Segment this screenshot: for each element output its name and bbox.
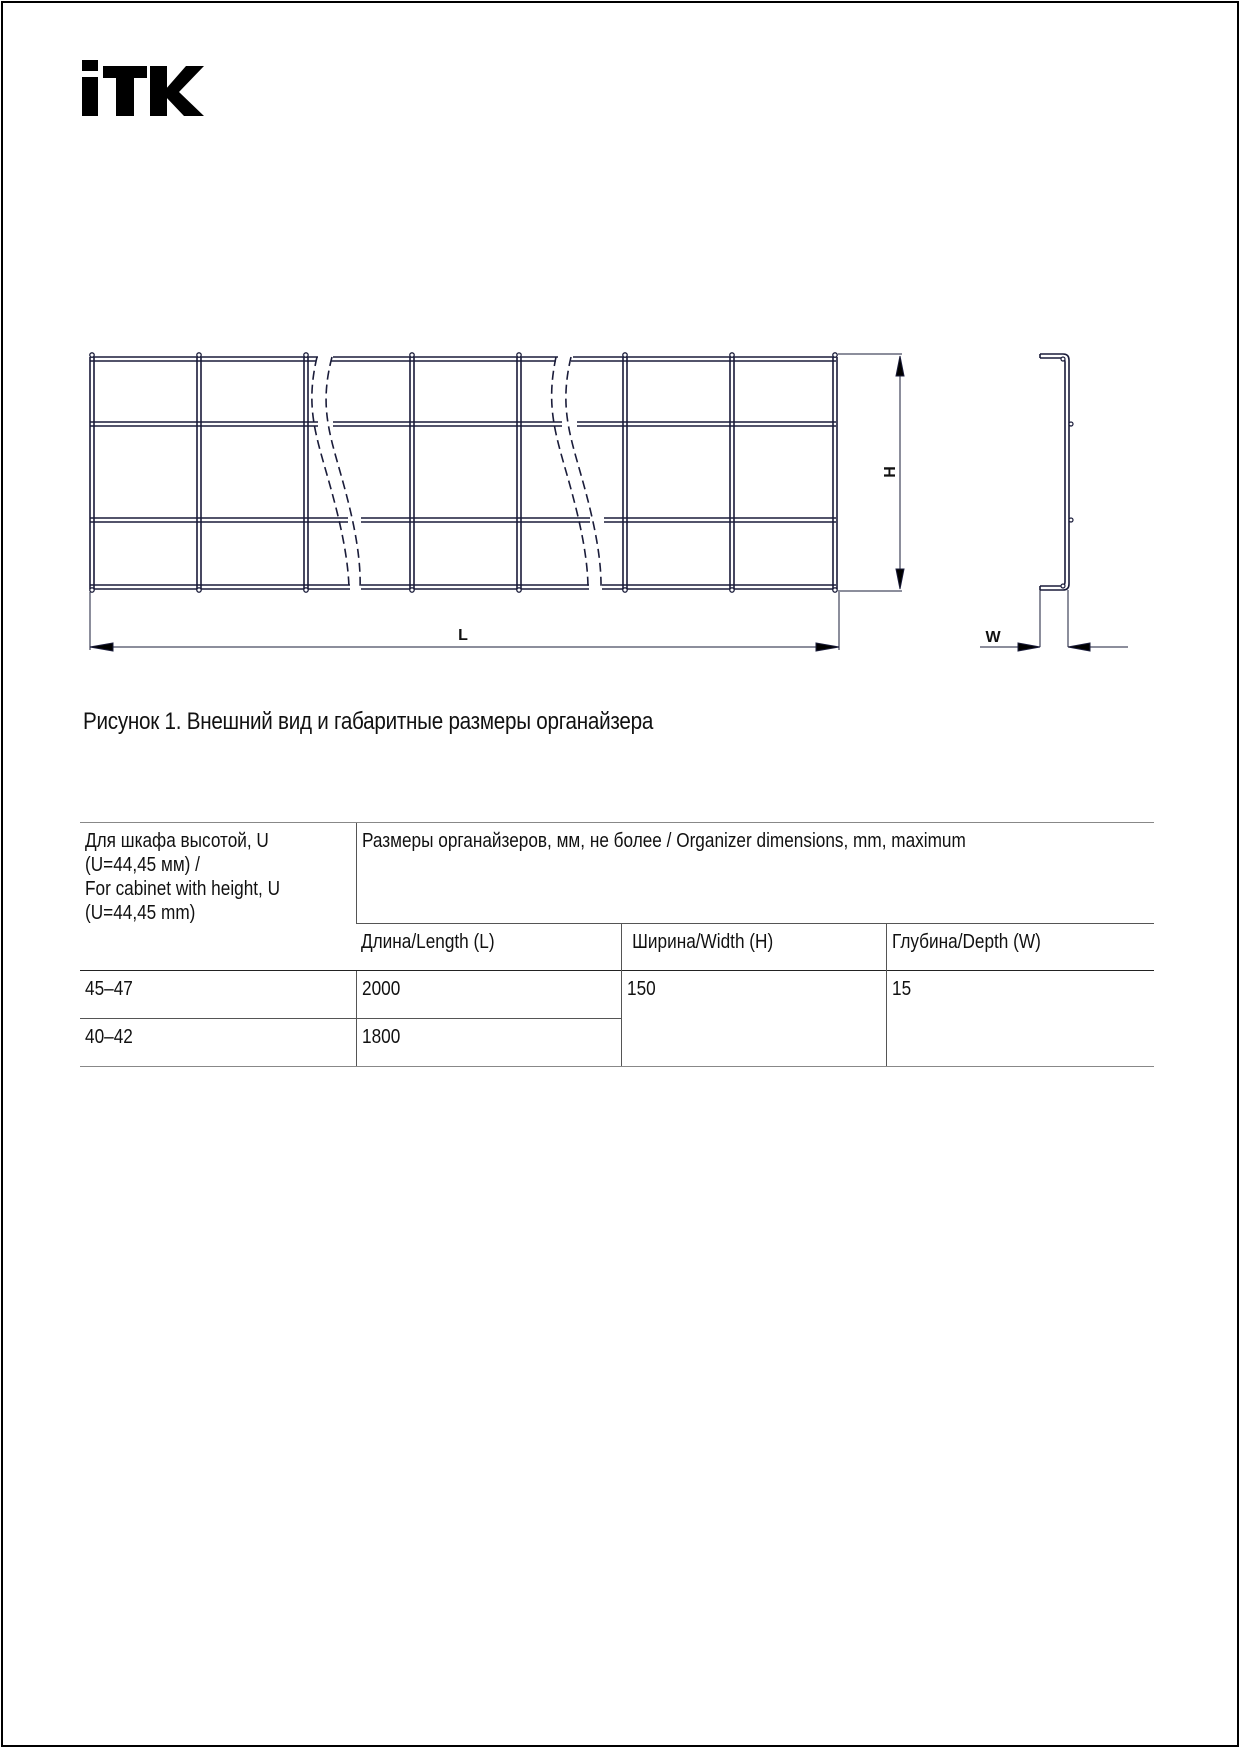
cell-length: 1800 <box>356 1019 621 1067</box>
cell-cabinet: 40–42 <box>80 1019 356 1067</box>
table-row <box>80 971 1154 1019</box>
side-view <box>1040 354 1073 590</box>
header-cabinet-height <box>80 823 356 971</box>
header-cabinet-line-3: For cabinet with height, U <box>85 878 281 900</box>
figure-caption: Рисунок 1. Внешний вид и габаритные размеры органайзера <box>83 708 654 735</box>
itk-logo <box>82 60 204 116</box>
header-length: Длина/Length (L) <box>356 924 621 971</box>
header-width: Ширина/Width (H) <box>621 924 886 971</box>
header-cabinet-line-2: (U=44,45 мм) / <box>85 854 200 876</box>
table-header-row <box>80 823 1154 924</box>
cell-width: 150 <box>621 971 886 1067</box>
cell-cabinet: 45–47 <box>80 971 356 1019</box>
organizer-drawing <box>0 330 1244 670</box>
header-cabinet-line-1: Для шкафа высотой, U <box>85 830 269 852</box>
dimensions-table <box>80 822 1154 1067</box>
depth-label: W <box>985 629 1001 646</box>
length-label: L <box>458 627 468 644</box>
header-depth: Глубина/Depth (W) <box>886 924 1154 971</box>
cell-length: 2000 <box>356 971 621 1019</box>
header-dimensions-group: Размеры органайзеров, мм, не более / Organizer dimensions, mm, maximum <box>356 823 1154 924</box>
front-view <box>90 353 837 592</box>
depth-dimension <box>980 590 1128 651</box>
header-cabinet-line-4: (U=44,45 mm) <box>85 902 196 924</box>
cell-depth: 15 <box>886 971 1154 1067</box>
height-label: H <box>882 466 899 478</box>
